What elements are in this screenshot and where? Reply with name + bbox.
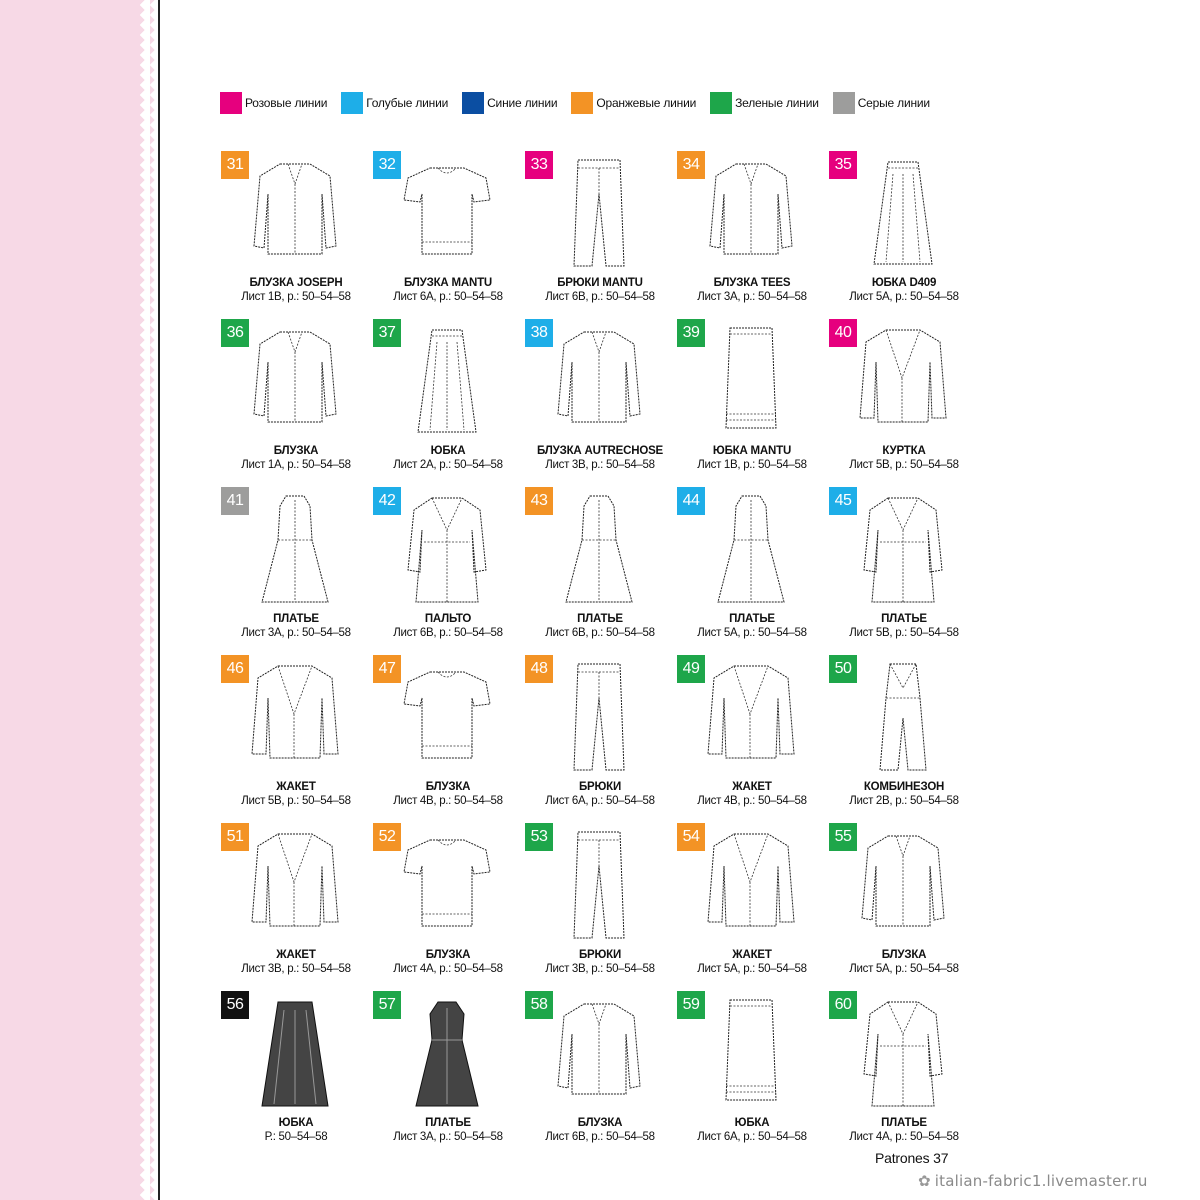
pattern-number-badge: 43 xyxy=(525,487,553,515)
pattern-sheet-sizes: Лист 4А, р.: 50–54–58 xyxy=(849,1131,959,1143)
pattern-item xyxy=(676,654,828,822)
pattern-item xyxy=(372,486,524,654)
pattern-item xyxy=(372,990,524,1158)
pattern-sheet-sizes: Лист 5В, р.: 50–54–58 xyxy=(849,459,959,471)
garment-sketch xyxy=(858,658,948,776)
pattern-item xyxy=(676,990,828,1158)
garment-sketch xyxy=(858,322,948,440)
garment-sketch xyxy=(250,490,340,608)
pattern-sheet-sizes: Лист 6А, р.: 50–54–58 xyxy=(393,291,503,303)
pattern-caption xyxy=(676,276,828,304)
pattern-caption xyxy=(220,612,372,640)
pattern-name: ЖАКЕТ xyxy=(276,949,316,961)
pattern-sheet-sizes: Лист 4В, р.: 50–54–58 xyxy=(697,795,807,807)
legend-item xyxy=(833,92,930,114)
pattern-caption xyxy=(676,1116,828,1144)
pattern-sheet-sizes: Лист 4А, р.: 50–54–58 xyxy=(393,963,503,975)
pattern-name: БРЮКИ MANTU xyxy=(557,277,643,289)
pattern-number-badge: 51 xyxy=(221,823,249,851)
pattern-number-badge: 41 xyxy=(221,487,249,515)
legend-item xyxy=(710,92,819,114)
pattern-name: ПЛАТЬЕ xyxy=(273,613,319,625)
pattern-number-badge: 49 xyxy=(677,655,705,683)
legend-swatch xyxy=(833,92,855,114)
garment-sketch xyxy=(402,994,492,1112)
pattern-sheet-sizes: Лист 3В, р.: 50–54–58 xyxy=(545,963,655,975)
garment-sketch xyxy=(554,322,644,440)
garment-sketch xyxy=(250,826,340,944)
legend-item xyxy=(462,92,557,114)
pattern-name: ПЛАТЬЕ xyxy=(881,1117,927,1129)
magazine-name: Patrones xyxy=(875,1150,930,1166)
pattern-number-badge: 40 xyxy=(829,319,857,347)
pattern-caption xyxy=(372,780,524,808)
pattern-caption xyxy=(524,276,676,304)
legend-item xyxy=(571,92,696,114)
pattern-sheet-sizes: Лист 3А, р.: 50–54–58 xyxy=(697,291,807,303)
decorative-side-strip xyxy=(0,0,160,1200)
pattern-name: БЛУЗКА AUTRECHOSE xyxy=(536,445,664,457)
pattern-number-badge: 58 xyxy=(525,991,553,1019)
pattern-item xyxy=(828,822,980,990)
pattern-name: ПАЛЬТО xyxy=(424,613,472,625)
pattern-name: ПЛАТЬЕ xyxy=(881,613,927,625)
pattern-name: БЛУЗКА xyxy=(425,781,471,793)
pattern-sheet-sizes: Лист 1В, р.: 50–54–58 xyxy=(697,459,807,471)
legend-label: Голубые линии xyxy=(366,96,449,110)
pattern-sheet-sizes: Лист 5В, р.: 50–54–58 xyxy=(241,795,351,807)
garment-sketch xyxy=(706,322,796,440)
pattern-caption xyxy=(676,444,828,472)
legend-swatch xyxy=(220,92,242,114)
legend-swatch xyxy=(341,92,363,114)
garment-sketch xyxy=(250,154,340,272)
pattern-caption xyxy=(220,276,372,304)
pattern-name: ЖАКЕТ xyxy=(276,781,316,793)
pattern-number-badge: 56 xyxy=(221,991,249,1019)
page-number: 37 xyxy=(933,1150,949,1166)
pattern-number-badge: 37 xyxy=(373,319,401,347)
pattern-caption xyxy=(828,612,980,640)
legend-swatch xyxy=(710,92,732,114)
pattern-caption xyxy=(828,780,980,808)
pattern-sheet-sizes: Лист 3В, р.: 50–54–58 xyxy=(545,459,655,471)
garment-sketch xyxy=(706,658,796,776)
pattern-name: БЛУЗКА xyxy=(881,949,927,961)
legend-item xyxy=(341,92,448,114)
garment-sketch xyxy=(402,826,492,944)
pattern-sheet-sizes: Лист 6А, р.: 50–54–58 xyxy=(697,1131,807,1143)
pattern-name: БЛУЗКА JOSEPH xyxy=(249,277,343,289)
pattern-name: БЛУЗКА xyxy=(577,1117,623,1129)
pattern-name: ЮБКА xyxy=(430,445,466,457)
legend-label: Синие линии xyxy=(487,96,558,110)
pattern-caption xyxy=(524,612,676,640)
pattern-number-badge: 35 xyxy=(829,151,857,179)
pattern-name: ПЛАТЬЕ xyxy=(577,613,623,625)
page-footer xyxy=(875,1150,948,1166)
pattern-item xyxy=(372,318,524,486)
pattern-item xyxy=(676,150,828,318)
legend-swatch xyxy=(571,92,593,114)
garment-sketch xyxy=(706,154,796,272)
garment-sketch xyxy=(402,658,492,776)
pattern-item xyxy=(220,318,372,486)
pattern-item xyxy=(524,486,676,654)
pattern-sheet-sizes: Лист 3В, р.: 50–54–58 xyxy=(241,963,351,975)
pattern-caption xyxy=(676,612,828,640)
legend-swatch xyxy=(462,92,484,114)
pattern-number-badge: 42 xyxy=(373,487,401,515)
pattern-item xyxy=(524,318,676,486)
pattern-name: ЖАКЕТ xyxy=(732,949,772,961)
garment-sketch xyxy=(858,826,948,944)
pattern-sheet-sizes: Р.: 50–54–58 xyxy=(264,1131,328,1143)
pattern-item xyxy=(676,318,828,486)
garment-sketch xyxy=(554,490,644,608)
garment-sketch xyxy=(554,658,644,776)
garment-sketch xyxy=(706,490,796,608)
garment-sketch xyxy=(554,154,644,272)
legend-label: Оранжевые линии xyxy=(596,96,697,110)
pattern-caption xyxy=(220,948,372,976)
pattern-name: ПЛАТЬЕ xyxy=(425,1117,471,1129)
garment-sketch xyxy=(250,322,340,440)
pattern-item xyxy=(220,486,372,654)
pattern-number-badge: 32 xyxy=(373,151,401,179)
garment-sketch xyxy=(706,826,796,944)
pattern-item xyxy=(828,486,980,654)
pattern-caption xyxy=(220,444,372,472)
pattern-sheet-sizes: Лист 6В, р.: 50–54–58 xyxy=(545,1131,655,1143)
pattern-sheet-sizes: Лист 2В, р.: 50–54–58 xyxy=(849,795,959,807)
pattern-name: БЛУЗКА xyxy=(425,949,471,961)
pattern-caption xyxy=(828,948,980,976)
pattern-number-badge: 46 xyxy=(221,655,249,683)
pattern-item xyxy=(828,990,980,1158)
pattern-number-badge: 60 xyxy=(829,991,857,1019)
pattern-name: БЛУЗКА TEES xyxy=(713,277,791,289)
pattern-item xyxy=(372,822,524,990)
pattern-sheet-sizes: Лист 5В, р.: 50–54–58 xyxy=(849,627,959,639)
pattern-caption xyxy=(372,444,524,472)
pattern-name: ЖАКЕТ xyxy=(732,781,772,793)
pattern-caption xyxy=(220,1116,372,1144)
pattern-name: БРЮКИ xyxy=(578,781,622,793)
pattern-name: ЮБКА D409 xyxy=(871,277,937,289)
pattern-caption xyxy=(524,948,676,976)
pattern-item xyxy=(828,150,980,318)
pattern-item xyxy=(676,822,828,990)
pattern-name: ЮБКА xyxy=(734,1117,770,1129)
pattern-number-badge: 50 xyxy=(829,655,857,683)
pattern-sheet-sizes: Лист 1В, р.: 50–54–58 xyxy=(241,291,351,303)
garment-sketch xyxy=(858,994,948,1112)
pattern-name: БЛУЗКА MANTU xyxy=(403,277,493,289)
pattern-caption xyxy=(676,780,828,808)
legend-label: Зеленые линии xyxy=(735,96,819,110)
pattern-number-badge: 34 xyxy=(677,151,705,179)
pattern-caption xyxy=(828,276,980,304)
pattern-number-badge: 44 xyxy=(677,487,705,515)
pattern-number-badge: 48 xyxy=(525,655,553,683)
pattern-sheet-sizes: Лист 3А, р.: 50–54–58 xyxy=(241,627,351,639)
pattern-sheet-sizes: Лист 6В, р.: 50–54–58 xyxy=(393,627,503,639)
pattern-name: ЮБКА xyxy=(278,1117,314,1129)
color-legend xyxy=(220,92,944,114)
pattern-item xyxy=(676,486,828,654)
flower-icon: ✿ xyxy=(918,1172,931,1190)
pattern-number-badge: 33 xyxy=(525,151,553,179)
pattern-item xyxy=(524,150,676,318)
pattern-number-badge: 31 xyxy=(221,151,249,179)
garment-sketch xyxy=(554,826,644,944)
pattern-sheet-sizes: Лист 5А, р.: 50–54–58 xyxy=(849,963,959,975)
legend-label: Серые линии xyxy=(857,96,930,110)
garment-sketch xyxy=(250,658,340,776)
pattern-item xyxy=(828,318,980,486)
pattern-number-badge: 55 xyxy=(829,823,857,851)
pattern-sheet-sizes: Лист 3А, р.: 50–54–58 xyxy=(393,1131,503,1143)
pattern-number-badge: 45 xyxy=(829,487,857,515)
pattern-item xyxy=(524,990,676,1158)
pattern-number-badge: 52 xyxy=(373,823,401,851)
pattern-caption xyxy=(828,1116,980,1144)
pattern-item xyxy=(524,654,676,822)
garment-sketch xyxy=(402,154,492,272)
pattern-caption xyxy=(372,276,524,304)
pattern-sheet-sizes: Лист 6В, р.: 50–54–58 xyxy=(545,291,655,303)
pattern-caption xyxy=(676,948,828,976)
garment-sketch xyxy=(402,490,492,608)
legend-item xyxy=(220,92,327,114)
pattern-number-badge: 38 xyxy=(525,319,553,347)
pattern-name: ЮБКА MANTU xyxy=(712,445,792,457)
pattern-sheet-sizes: Лист 2А, р.: 50–54–58 xyxy=(393,459,503,471)
garment-sketch xyxy=(402,322,492,440)
garment-sketch xyxy=(706,994,796,1112)
pattern-number-badge: 54 xyxy=(677,823,705,851)
pattern-number-badge: 39 xyxy=(677,319,705,347)
pattern-caption xyxy=(372,948,524,976)
pattern-sheet-sizes: Лист 5А, р.: 50–54–58 xyxy=(697,963,807,975)
pattern-item xyxy=(220,150,372,318)
pattern-caption xyxy=(524,1116,676,1144)
pattern-number-badge: 57 xyxy=(373,991,401,1019)
pattern-name: ПЛАТЬЕ xyxy=(729,613,775,625)
garment-sketch xyxy=(554,994,644,1112)
pattern-item xyxy=(372,654,524,822)
pattern-item xyxy=(524,822,676,990)
pattern-item xyxy=(220,990,372,1158)
pattern-caption xyxy=(372,612,524,640)
pattern-sheet-sizes: Лист 6В, р.: 50–54–58 xyxy=(545,627,655,639)
pattern-name: БЛУЗКА xyxy=(273,445,319,457)
pattern-sheet-sizes: Лист 6А, р.: 50–54–58 xyxy=(545,795,655,807)
pattern-item xyxy=(220,654,372,822)
pattern-name: КУРТКА xyxy=(882,445,926,457)
pattern-number-badge: 36 xyxy=(221,319,249,347)
garment-sketch xyxy=(250,994,340,1112)
pattern-sheet-sizes: Лист 5А, р.: 50–54–58 xyxy=(849,291,959,303)
pattern-grid xyxy=(220,150,980,1158)
pattern-name: БРЮКИ xyxy=(578,949,622,961)
pattern-number-badge: 47 xyxy=(373,655,401,683)
watermark-text: italian-fabric1.livemaster.ru xyxy=(934,1172,1148,1190)
zigzag-edge xyxy=(140,0,160,1200)
pattern-caption xyxy=(524,444,676,472)
pattern-caption xyxy=(828,444,980,472)
pattern-caption xyxy=(372,1116,524,1144)
garment-sketch xyxy=(858,154,948,272)
pattern-sheet-sizes: Лист 4В, р.: 50–54–58 xyxy=(393,795,503,807)
pattern-caption xyxy=(524,780,676,808)
pattern-sheet-sizes: Лист 5А, р.: 50–54–58 xyxy=(697,627,807,639)
pattern-sheet-sizes: Лист 1А, р.: 50–54–58 xyxy=(241,459,351,471)
pattern-item xyxy=(220,822,372,990)
pattern-name: КОМБИНЕЗОН xyxy=(863,781,945,793)
legend-label: Розовые линии xyxy=(245,96,328,110)
pattern-item xyxy=(828,654,980,822)
pattern-item xyxy=(372,150,524,318)
pattern-caption xyxy=(220,780,372,808)
garment-sketch xyxy=(858,490,948,608)
pink-strip xyxy=(0,0,140,1200)
pattern-number-badge: 59 xyxy=(677,991,705,1019)
pattern-number-badge: 53 xyxy=(525,823,553,851)
watermark xyxy=(918,1172,1148,1190)
